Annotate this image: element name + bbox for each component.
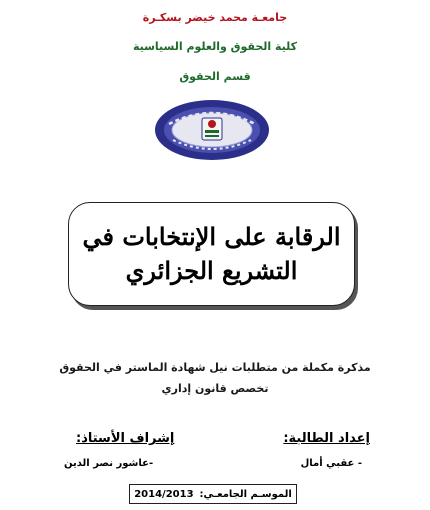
university-name: جامعـة محمد خيضر بسكـرة xyxy=(142,11,288,24)
supervisor-label: إشراف الأستاذ: xyxy=(76,431,175,446)
department-name: قسم الحقوق xyxy=(179,70,251,83)
supervisor-name: -عاشور نصر الدين xyxy=(64,458,154,469)
thesis-title-line-1: الرقابة على الإنتخابات في xyxy=(82,222,341,251)
student-label: إعداد الطالبة: xyxy=(283,431,370,446)
student-name: - عقبي أمال xyxy=(300,458,362,469)
thesis-title-box xyxy=(68,202,355,306)
specialization: تخصص قانون إداري xyxy=(161,382,269,395)
academic-year-value: 2014/2013 xyxy=(134,488,194,500)
memo-statement: مذكرة مكملة من متطلبات نيل شهادة الماستر في الحقوق xyxy=(59,361,371,374)
faculty-name: كلية الحقوق والعلوم السياسية xyxy=(132,40,298,53)
academic-year-label: الموسـم الجامعـي: xyxy=(199,488,292,500)
thesis-title-line-2: التشريع الجزائري xyxy=(125,256,298,285)
university-seal-icon xyxy=(153,98,271,162)
academic-year-box xyxy=(129,484,297,504)
